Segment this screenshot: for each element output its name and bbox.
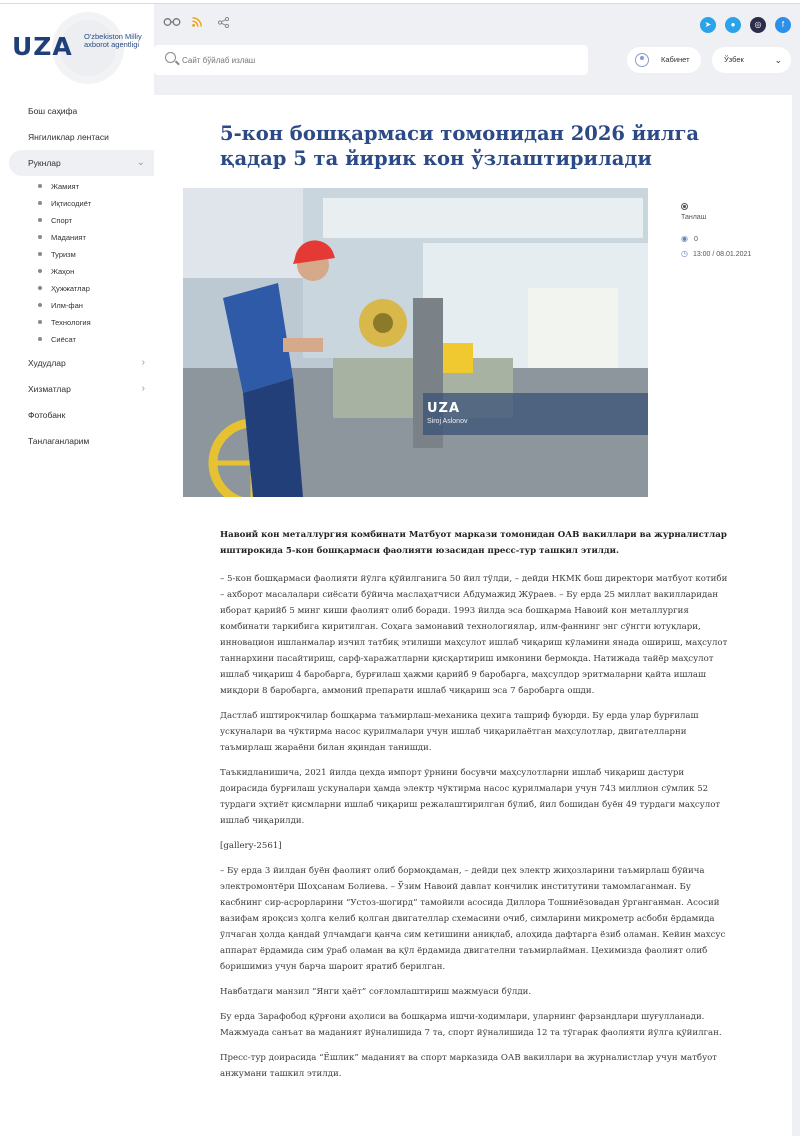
sidebar-item-favorites[interactable] [0, 428, 154, 454]
language-value: Ўзбек [724, 55, 744, 64]
search-input[interactable] [182, 53, 562, 67]
search-bar[interactable] [154, 45, 588, 75]
sidebar-item-label: Бош саҳифа [28, 106, 78, 116]
publish-datetime: 13:00 / 08.01.2021 [692, 251, 752, 258]
chevron-down-icon: ⌄ [774, 55, 782, 65]
photo-credit: Siroj Aslonov [427, 418, 468, 425]
sidebar-subitem-society[interactable]: Жамият [0, 178, 154, 195]
select-label: Танлаш [681, 214, 707, 221]
article-paragraph: Дастлаб иштирокчилар бошқарма таъмирлаш-механика цехига ташриф буюрди. Бу ерда улар бурғилаш ускуналари ва чўктирма насос қурилмалари учун ишлаб чиқарилаётган маҳсулотлар, двигателларни таъмирлаш жараёни билан яқиндан танишди. [220, 711, 699, 753]
sidebar-item-services[interactable] [0, 376, 154, 402]
sidebar-subitem-tourism[interactable]: Туризм [0, 246, 154, 263]
glasses-icon[interactable] [163, 17, 181, 30]
sidebar-item-label: Худудлар [28, 358, 66, 368]
gallery-shortcode: [gallery-2561] [220, 841, 282, 851]
eye-icon: ◉ [681, 234, 688, 243]
search-icon [165, 52, 176, 63]
radio-icon [681, 203, 688, 210]
sidebar-subitem-sport[interactable]: Спорт [0, 212, 154, 229]
views-value: 0 [693, 236, 698, 243]
sidebar [0, 4, 154, 1136]
sidebar-item-sections[interactable] [9, 150, 154, 176]
chevron-right-icon: › [141, 357, 145, 368]
cabinet-label: Кабинет [661, 55, 690, 64]
sidebar-item-label: Рукнлар [28, 158, 61, 168]
cabinet-button[interactable] [627, 47, 701, 73]
telegram-icon[interactable]: ➤ [700, 17, 716, 33]
sidebar-item-home[interactable] [0, 98, 154, 124]
rss-icon[interactable] [192, 17, 202, 30]
publish-time [677, 249, 751, 258]
sidebar-item-photobank[interactable] [0, 402, 154, 428]
instagram-icon[interactable]: ◎ [750, 17, 766, 33]
sidebar-subitem-economy[interactable]: Иқтисодиёт [0, 195, 154, 212]
article-paragraph: Таъкидланишича, 2021 йилда цехда импорт ўрнини босувчи маҳсулотларни ишлаб чиқариш дастури доирасида бурғилаш ускуналари ҳамда электр чўктирма насос қурилмалари учун 743 миллион сўмлик 52 турдаги эҳтиёт қисмларни ишлаб чиқариш режалаштирилган бўлиб, йил бошидан буён 49 турдаги маҳсулот ишлаб чиқарилди. [220, 768, 721, 826]
article-paragraph: – Бу ерда 3 йилдан буён фаолият олиб бормоқдаман, – дейди цех электр жиҳозларини таъмирлаш бўйича электромонтёри Шоҳсанам Болиева. – Ўзим Навоий давлат кончилик институтини тамомлаганман. Бу касбнинг сир-асрорларини “Устоз-шогирд” тамойили асосида Диллора Тошниёзовадан ўрганганман. Асосий вазифам яроқсиз ҳолга келиб қолган двигателлар схемасини очиб, симларини микрометр асбоби ёрдамида ўлчаган ҳолда қандай ўлчамдаги қанча сим кетишини аниқлаб, алоҳида дафтарга ёзиб оламан. Кейин махсус аппарат ёрдамида сим ўраб оламан ва қўл ёрдамида двигателни таъмирлайман. Цехимизда фаолият олиб боришимиз учун барча шароит яратиб берилган. [220, 866, 726, 972]
select-toggle[interactable] [677, 203, 751, 221]
sidebar-subitem-world[interactable]: Жаҳон [0, 263, 154, 280]
chevron-right-icon: › [141, 383, 145, 394]
article-meta [677, 203, 751, 258]
logo[interactable] [12, 30, 142, 64]
logo-wordmark [12, 32, 73, 61]
facebook-icon[interactable]: f [775, 17, 791, 33]
sidebar-subitem-science[interactable]: Илм-фан [0, 297, 154, 314]
sidebar-item-regions[interactable] [0, 350, 154, 376]
sidebar-subitem-documents[interactable]: Ҳужжатлар [0, 280, 154, 297]
sidebar-item-label: Танлаганларим [28, 436, 90, 446]
article-lead: Навоий кон металлургия комбинати Матбуот маркази томонидан ОАВ вакиллари ва журналистлар иштирокида 5-кон бошқармаси фаолияти юзасидан пресс-тур ташкил этилди. [220, 530, 727, 556]
sidebar-subitem-culture[interactable]: Маданият [0, 229, 154, 246]
sidebar-submenu [0, 176, 154, 350]
article-photo[interactable] [183, 188, 648, 497]
article-photo-illustration [183, 188, 648, 497]
sidebar-subitem-technology[interactable]: Технология [0, 314, 154, 331]
share-icon[interactable] [218, 17, 229, 31]
article-paragraph: Пресс-тур доирасида “Ёшлик” маданият ва спорт марказида ОАВ вакиллари ва журналистлар учун матбуот анжумани ташкил этилди. [220, 1053, 718, 1079]
user-icon [635, 53, 649, 67]
article-title: 5-кон бошқармаси томонидан 2026 йилга қадар 5 та йирик кон ўзлаштирилади [220, 122, 700, 170]
sidebar-item-label: Янгиликлар лентаси [28, 132, 109, 142]
chevron-down-icon: ⌄ [136, 157, 145, 168]
views-count [677, 234, 751, 243]
clock-icon: ◷ [681, 249, 688, 258]
sidebar-nav [0, 98, 154, 454]
logo-subtitle: O'zbekiston Milliy axborot agentligi [84, 32, 142, 49]
article-container [154, 95, 792, 1136]
photo-watermark: UZA [427, 401, 461, 416]
article-paragraph: Бу ерда Зарафобод қўрғони аҳолиси ва бошқарма ишчи-ходимлари, уларнинг фарзандлари шуғулланади. Мажмуада санъат ва маданият йўналишида 7 та, спорт йўналишида 12 та тўгарак фаолияти йўлга қўйилган. [220, 1012, 722, 1038]
sidebar-subitem-politics[interactable]: Сиёсат [0, 331, 154, 348]
sidebar-item-news-feed[interactable] [0, 124, 154, 150]
sidebar-item-label: Хизматлар [28, 384, 71, 394]
messenger-icon[interactable]: ● [725, 17, 741, 33]
language-select[interactable] [712, 47, 791, 73]
logo-main-text: UZA [12, 32, 73, 61]
sidebar-item-label: Фотобанк [28, 410, 66, 420]
article-paragraph: – 5-кон бошқармаси фаолияти йўлга қўйилганига 50 йил тўлди, – дейди НКМК бош директори матбуот котиби – ахборот масалалари сиёсати бўйича маслаҳатчиси Абдумажид Жўраев. – Бу ерда 25 миллат вакилларидан иборат қарийб 5 минг киши фаолият олиб боради. 1993 йилда эса бошқарма Навоий кон металлургия комбинати таркибига киритилган. Соҳага замонавий технологиялар, илм-фаннинг энг сўнгги ютуқлари, инновацион ишланмалар изчил татбиқ этилиши маҳсулот ишлаб чиқариш кўламини янада ошириш, маҳсулот таннархини пасайтириш, сарф-харажатларни қисқартириш имконини бермоқда. Натижада тайёр маҳсулот ишлаб чиқариш 4 баробарга, бурғилаш ҳажми қарийб 9 баробарга, маҳсулдор эритмаларни қайта ишлаш миқдори 8 баробарга, аммоний препарати ишлаб чиқариш эса 7 баробарга ошди. [220, 574, 728, 696]
article-body [220, 527, 728, 1091]
article-paragraph: Навбатдаги манзил “Янги ҳаёт” соғломлаштириш мажмуаси бўлди. [220, 987, 532, 997]
